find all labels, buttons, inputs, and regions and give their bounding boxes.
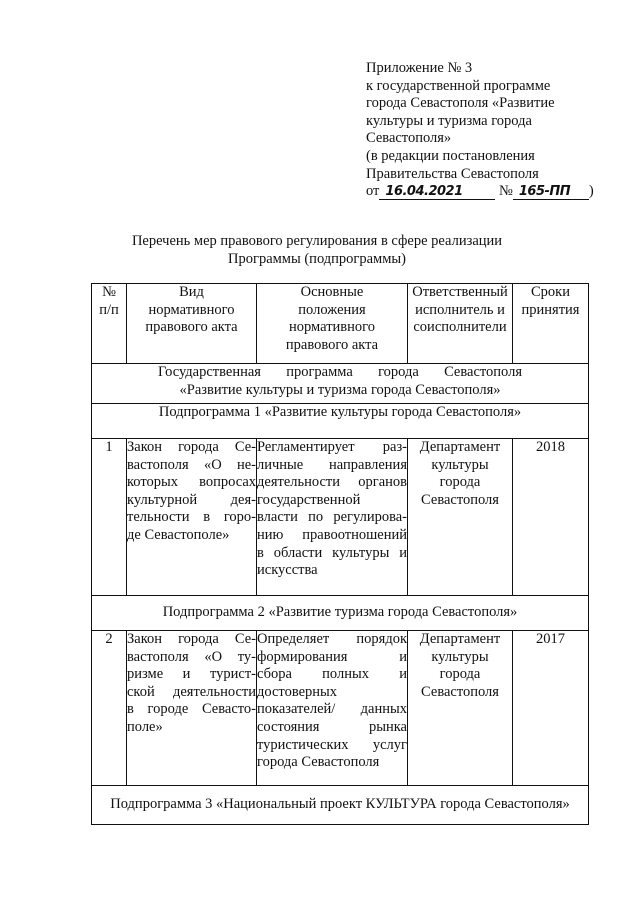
subprogram-1-title: Подпрограмма 1 «Развитие культуры города Севастополя» — [92, 404, 589, 439]
handwritten-date: 16.04.2021 — [379, 185, 495, 200]
appendix-line: (в редакции постановления — [366, 147, 535, 164]
appendix-number: Приложение № 3 — [366, 60, 473, 76]
number-label: № — [499, 183, 513, 200]
program-title-line-2: «Развитие культуры и туризма города Севастополя» — [179, 381, 501, 398]
header-deadline: Сроки принятия — [513, 284, 589, 364]
row-1-num: 1 — [92, 439, 127, 596]
table-row — [92, 631, 589, 786]
program-row — [92, 364, 589, 404]
from-label: от — [366, 183, 380, 200]
row-1-provisions: Регламентирует раз- личные направления деятельности органов государственной власти по регулирова- нию правоотношений в области культуры и искусства — [257, 439, 408, 596]
subprogram-row — [92, 404, 589, 439]
appendix-line: города Севастополя «Развитие — [366, 95, 555, 112]
row-2-responsible: Департамент культуры города Севастополя — [408, 631, 513, 786]
title-line-1: Перечень мер правового регулирования в сфере реализации — [131, 233, 503, 249]
subprogram-row — [92, 786, 589, 825]
appendix-line: Правительства Севастополя — [366, 165, 539, 182]
header-num: № п/п — [92, 284, 127, 364]
row-2-act-type: Закон города Се- вастополя «О ту- ризме и турист- ской деятельности в городе Севасто- поле» — [127, 631, 257, 786]
appendix-line: Севастополя» — [366, 130, 452, 147]
close-paren: ) — [588, 183, 594, 200]
appendix-line: к государственной программе — [366, 77, 551, 94]
subprogram-row — [92, 596, 589, 631]
header-main-provisions: Основные положения нормативного правового акта — [257, 284, 408, 364]
regulation-measures-table — [91, 283, 589, 825]
table-row — [92, 439, 589, 596]
row-2-provisions: Определяет порядок формирования и сбора полных и достоверных показателей/ данных состояния рынка туристических услуг города Севастополя — [257, 631, 408, 786]
document-title — [0, 232, 634, 268]
table-header-row — [92, 284, 589, 364]
row-1-responsible: Департамент культуры города Севастополя — [408, 439, 513, 596]
handwritten-number: 165-ПП — [513, 185, 589, 200]
row-2-deadline: 2017 — [513, 631, 589, 786]
header-act-type: Вид нормативного правового акта — [127, 284, 257, 364]
row-1-deadline: 2018 — [513, 439, 589, 596]
program-title-line-1: Государственная программа города Севастополя — [158, 364, 522, 380]
program-title-cell — [92, 364, 589, 404]
subprogram-2-title: Подпрограмма 2 «Развитие туризма города Севастополя» — [92, 596, 589, 631]
header-responsible: Ответственный исполнитель и соисполнители — [408, 284, 513, 364]
row-1-act-type: Закон города Се- вастополя «О не- которых вопросах культурной дея- тельности в горо- де Севастополе» — [127, 439, 257, 596]
title-line-2: Программы (подпрограммы) — [228, 251, 406, 267]
appendix-header — [366, 60, 594, 201]
row-2-num: 2 — [92, 631, 127, 786]
appendix-line: культуры и туризма города — [366, 112, 532, 129]
appendix-date-line — [366, 183, 594, 201]
subprogram-3-title: Подпрограмма 3 «Национальный проект КУЛЬТУРА города Севастополя» — [92, 786, 589, 825]
